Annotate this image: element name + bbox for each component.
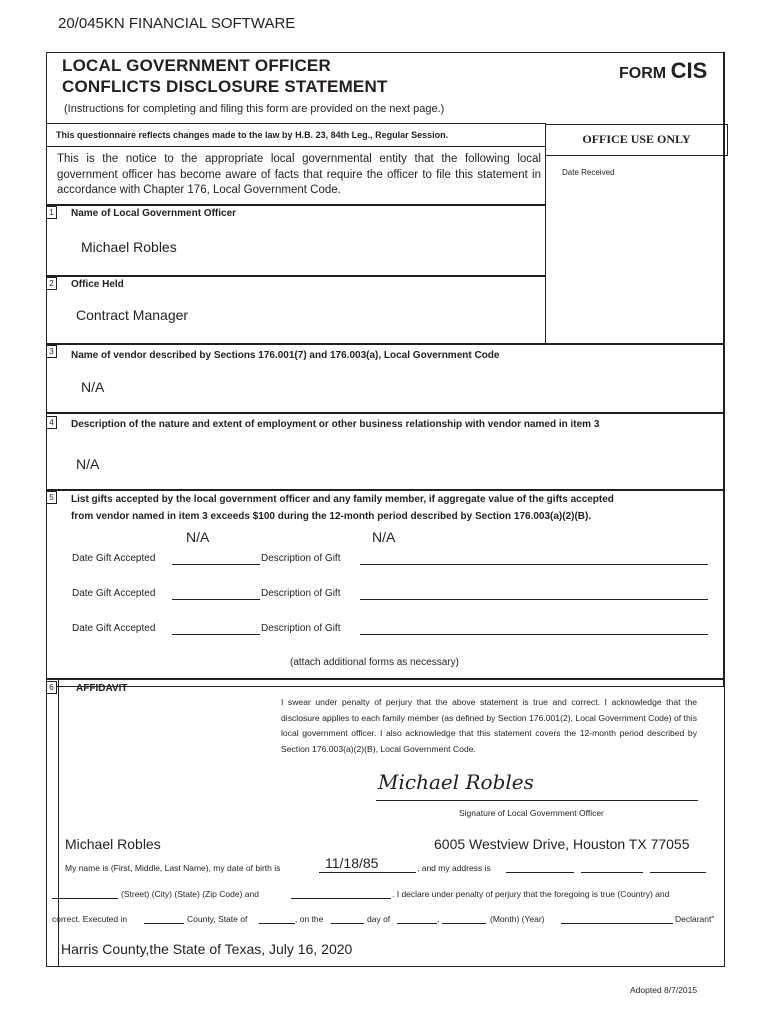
declaration-line3-d: day of bbox=[367, 914, 391, 924]
declarant-line[interactable] bbox=[561, 923, 673, 924]
affidavit-text: I swear under penalty of perjury that the above statement is true and correct. I acknowledge that the disclosure applies to each family member (as defined by Section 176.001(2), Local Government Code) of this local government officer. I also acknowledge that this statement covers the 12-month period described by Section 176.003(a)(2)(B), Local Government Code. bbox=[281, 697, 697, 755]
officer-name-label: Name of Local Government Officer bbox=[71, 208, 237, 219]
gift-date-label: Date Gift Accepted bbox=[72, 553, 156, 564]
gift-date-label: Date Gift Accepted bbox=[72, 588, 156, 599]
declaration-line3-b: County, State of bbox=[187, 914, 248, 924]
gifts-label-line2: from vendor named in item 3 exceeds $100 during the 12-month period described by Section 176.003(a)(2)(B). bbox=[71, 511, 592, 522]
gift-description-label: Description of Gift bbox=[261, 553, 341, 564]
relationship-field[interactable]: N/A bbox=[76, 456, 100, 472]
form-title-line1: LOCAL GOVERNMENT OFFICER bbox=[62, 56, 331, 75]
address-line[interactable] bbox=[581, 872, 643, 873]
office-held-label: Office Held bbox=[71, 279, 124, 290]
form-id bbox=[619, 58, 707, 84]
officer-name-field[interactable]: Michael Robles bbox=[81, 239, 177, 255]
adopted-date: Adopted 8/7/2015 bbox=[630, 985, 698, 995]
divider bbox=[46, 204, 546, 206]
office-use-only-box: OFFICE USE ONLY bbox=[545, 124, 728, 156]
gift-date-line[interactable] bbox=[172, 564, 260, 565]
form-label: FORM bbox=[619, 65, 667, 82]
form-title-line2: CONFLICTS DISCLOSURE STATEMENT bbox=[62, 77, 388, 96]
gift-description-line[interactable] bbox=[360, 634, 708, 635]
date-received-label: Date Received bbox=[562, 168, 615, 177]
attach-note: (attach additional forms as necessary) bbox=[290, 657, 459, 668]
divider bbox=[46, 146, 545, 147]
divider bbox=[46, 52, 47, 967]
notice-paragraph: This is the notice to the appropriate local governmental entity that the following local government officer has become aware of facts that require the officer to file this statement in accordance with Chapter 176, Local Government Code. bbox=[57, 153, 541, 196]
gift-date-line[interactable] bbox=[172, 634, 260, 635]
gift-description-label: Description of Gift bbox=[261, 623, 341, 634]
declaration-line2-a: (Street) (City) (State) (Zip Code) and bbox=[121, 889, 259, 899]
divider bbox=[46, 343, 724, 345]
section-number: 4 bbox=[46, 416, 57, 429]
comma: , bbox=[437, 914, 440, 924]
vendor-name-label: Name of vendor described by Sections 176.001(7) and 176.003(a), Local Government Code bbox=[71, 350, 500, 361]
signature-line bbox=[376, 800, 698, 801]
section-number: 5 bbox=[46, 491, 57, 504]
declaration-line3-a: correct. Executed in bbox=[52, 914, 128, 924]
divider bbox=[46, 275, 546, 277]
gifts-label-line1: List gifts accepted by the local government officer and any family member, if aggregate value of the gifts accepted bbox=[71, 494, 614, 505]
month-line[interactable] bbox=[397, 923, 437, 924]
gift-description-label: Description of Gift bbox=[261, 588, 341, 599]
affidavit-label: AFFIDAVIT bbox=[76, 683, 128, 694]
declaration-line1-a: My name is (First, Middle, Last Name), my date of birth is bbox=[65, 863, 281, 873]
divider bbox=[46, 678, 724, 680]
address-line[interactable] bbox=[506, 872, 574, 873]
dob-line bbox=[319, 872, 416, 873]
bottom-rule bbox=[46, 966, 724, 967]
declaration-line1-b: , and my address is bbox=[417, 863, 491, 873]
instructions-note: (Instructions for completing and filing this form are provided on the next page.) bbox=[64, 103, 445, 115]
day-line[interactable] bbox=[331, 923, 364, 924]
state-line[interactable] bbox=[259, 923, 295, 924]
street-line[interactable] bbox=[52, 898, 118, 899]
section-number: 2 bbox=[46, 277, 57, 290]
gift-description-line[interactable] bbox=[360, 564, 708, 565]
country-line[interactable] bbox=[291, 898, 391, 899]
declarant-address[interactable]: 6005 Westview Drive, Houston TX 77055 bbox=[434, 836, 690, 852]
divider bbox=[46, 412, 724, 414]
gift-date-label: Date Gift Accepted bbox=[72, 623, 156, 634]
divider bbox=[46, 123, 545, 124]
officer-signature: Michael Robles bbox=[378, 770, 534, 794]
section-number: 3 bbox=[46, 345, 57, 358]
declaration-line3-c: , on the bbox=[295, 914, 324, 924]
divider bbox=[46, 489, 724, 491]
executed-location-date[interactable]: Harris County,the State of Texas, July 16, 2020 bbox=[61, 941, 353, 957]
form-code: CIS bbox=[670, 58, 708, 83]
divider bbox=[545, 123, 546, 343]
signature-label: Signature of Local Government Officer bbox=[459, 808, 604, 818]
relationship-label: Description of the nature and extent of employment or other business relationship with vendor named in item 3 bbox=[71, 419, 600, 430]
gift-description-line[interactable] bbox=[360, 599, 708, 600]
year-line[interactable] bbox=[442, 923, 486, 924]
office-held-field[interactable]: Contract Manager bbox=[76, 307, 189, 323]
declaration-line3-f: Declarant" bbox=[675, 914, 715, 924]
divider bbox=[724, 52, 725, 967]
questionnaire-note: This questionnaire reflects changes made to the law by H.B. 23, 84th Leg., Regular Session. bbox=[56, 130, 449, 140]
declarant-name[interactable]: Michael Robles bbox=[65, 836, 161, 852]
gift-description-value[interactable]: N/A bbox=[372, 529, 396, 545]
section-number: 6 bbox=[46, 681, 57, 694]
address-line[interactable] bbox=[650, 872, 706, 873]
date-of-birth-field[interactable]: 11/18/85 bbox=[325, 855, 379, 871]
gift-date-line[interactable] bbox=[172, 599, 260, 600]
declaration-line3-e: (Month) (Year) bbox=[490, 914, 545, 924]
county-line[interactable] bbox=[144, 923, 184, 924]
declaration-line2-b: . I declare under penalty of perjury that the foregoing is true (Country) and bbox=[392, 889, 670, 899]
software-header: 20/045KN FINANCIAL SOFTWARE bbox=[58, 15, 296, 32]
section-number: 1 bbox=[46, 206, 57, 219]
vendor-name-field[interactable]: N/A bbox=[81, 379, 105, 395]
gift-date-value[interactable]: N/A bbox=[186, 529, 210, 545]
